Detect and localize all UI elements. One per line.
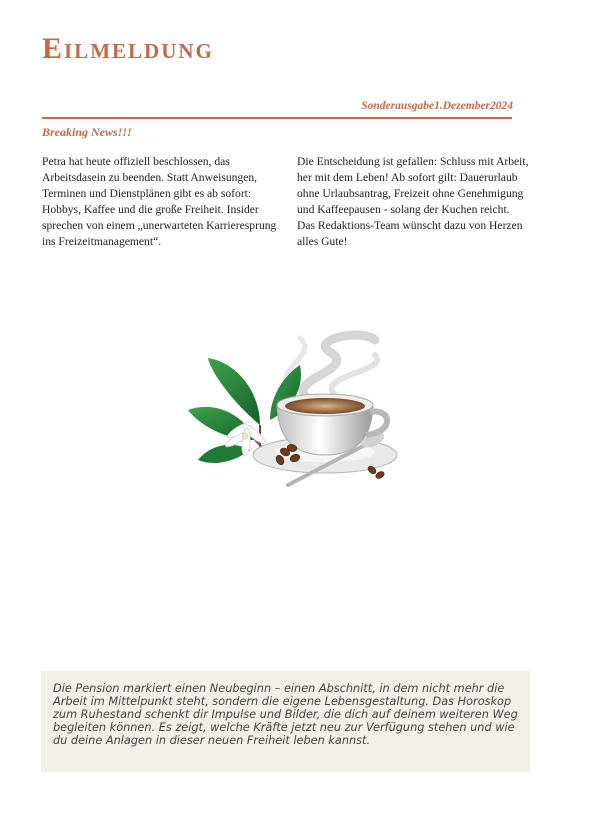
quote-text: Die Pension markiert einen Neubeginn – einen Abschnitt, in dem nicht mehr die Arbeit im Mittelpunkt steht, sondern die eigene Lebensgestaltung. Das Horoskop zum Ruhestand schenkt dir Impulse und Bilder, die dich auf deinem weiteren Weg begleiten können. Es zeigt, welche Kräfte jetzt neu zur Verfügung stehen und wie du deine Anlagen in dieser neuen Freiheit leben kannst. [53,682,518,747]
edition-date: Sonderausgabe1.Dezember2024 [361,100,513,112]
quote-box [41,671,530,772]
header-divider [42,117,512,119]
coffee-surface [285,398,365,414]
kicker-label: Breaking News!!! [42,125,132,139]
article-column-left: Petra hat heute offiziell beschlossen, das Arbeitsdasein zu beenden. Statt Anweisungen, Terminen und Dienstplänen gibt es ab sofort: Hobbys, Kaffee und die große Freiheit. Insider sprechen von einem „unerwarteten Karrieresprung ins Freizeitmanagement“. [42,155,277,248]
page-title: Eilmeldung [42,32,214,65]
article-column-right: Die Entscheidung ist gefallen: Schluss mit Arbeit, her mit dem Leben! Ab sofort gilt: Dauerurlaub ohne Urlaubsantrag, Freizeit ohne Genehmigung und Kaffeepausen - solang der Kuchen reicht. Das Redaktions-Team wünscht dazu von Herzen alles Gute! [297,155,529,248]
coffee-cup-illustration [160,300,420,500]
